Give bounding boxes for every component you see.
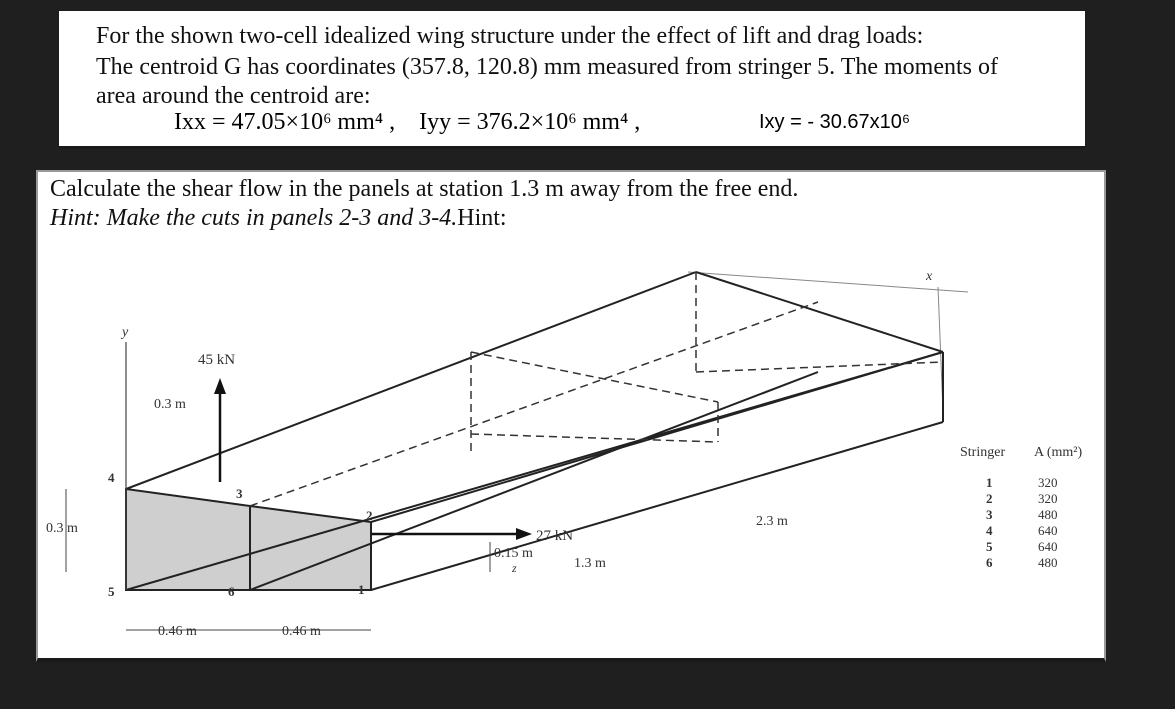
problem-statement-panel xyxy=(59,11,1085,149)
node-label-3: 3 xyxy=(236,486,243,501)
table-rows xyxy=(986,475,1058,570)
hidden-edges xyxy=(250,272,943,506)
table-row-stringer-id: 5 xyxy=(986,539,993,554)
axis-y-label: y xyxy=(122,325,129,340)
drag-load-label: 27 kN xyxy=(536,528,574,544)
problem-line-2: The centroid G has coordinates (357.8, 120.8) mm measured from stringer 5. The moments of xyxy=(96,54,999,80)
iyy-formula: Iyy = 376.2×10⁶ mm⁴ , xyxy=(419,109,641,135)
question-text: Calculate the shear flow in the panels at station 1.3 m away from the free end. xyxy=(50,176,799,202)
hint-tail: Hint: xyxy=(457,205,507,231)
front-cross-section xyxy=(126,489,371,590)
question-panel xyxy=(36,170,1106,662)
table-row-area: 640 xyxy=(1038,539,1058,554)
problem-line-3: area around the centroid are: xyxy=(96,83,371,109)
axis-x-label: x xyxy=(926,269,933,284)
table-row-area: 320 xyxy=(1038,475,1058,490)
root-wall-hatching xyxy=(688,272,968,412)
table-row-stringer-id: 4 xyxy=(986,523,993,538)
table-header-area: A (mm²) xyxy=(1034,445,1083,460)
table-row-area: 320 xyxy=(1038,491,1058,506)
table-row-stringer-id: 1 xyxy=(986,475,993,490)
node-label-5: 5 xyxy=(108,584,115,599)
hint-italic: Hint: Make the cuts in panels 2-3 and 3-4. xyxy=(50,205,458,231)
node-label-4: 4 xyxy=(108,470,115,485)
dim-height-label: 0.3 m xyxy=(154,397,186,412)
table-header-stringer: Stringer xyxy=(960,445,1006,460)
table-row-area: 480 xyxy=(1038,507,1058,522)
node-label-6: 6 xyxy=(228,584,235,599)
drag-arrow-head xyxy=(516,528,532,540)
dim-length-label: 2.3 m xyxy=(756,514,788,529)
axis-z-label: z xyxy=(512,561,517,575)
node-label-1: 1 xyxy=(358,582,365,597)
node-label-2: 2 xyxy=(366,508,373,523)
table-row-area: 480 xyxy=(1038,555,1058,570)
wing-structure-figure xyxy=(38,242,1104,660)
moment-formulas xyxy=(174,109,640,136)
dim-station-label: 1.3 m xyxy=(574,556,606,571)
problem-line-1: For the shown two-cell idealized wing structure under the effect of lift and drag loads: xyxy=(96,23,924,49)
lift-arrow-head xyxy=(214,378,226,394)
ixx-formula: Ixx = 47.05×10⁶ mm⁴ , xyxy=(174,109,396,135)
ixy-formula: Ixy = - 30.67x10⁶ xyxy=(759,111,911,133)
stringer-table xyxy=(960,445,1082,570)
lift-load-label: 45 kN xyxy=(198,352,236,368)
dim-width-right-label: 0.46 m xyxy=(282,624,321,639)
question-hint xyxy=(50,205,507,232)
table-row-stringer-id: 2 xyxy=(986,491,993,506)
table-row-stringer-id: 6 xyxy=(986,555,993,570)
dim-front-label: 0.3 m xyxy=(46,521,78,536)
dim-offset-label: 0.15 m xyxy=(494,546,533,561)
table-row-stringer-id: 3 xyxy=(986,507,993,522)
dim-width-left-label: 0.46 m xyxy=(158,624,197,639)
table-row-area: 640 xyxy=(1038,523,1058,538)
